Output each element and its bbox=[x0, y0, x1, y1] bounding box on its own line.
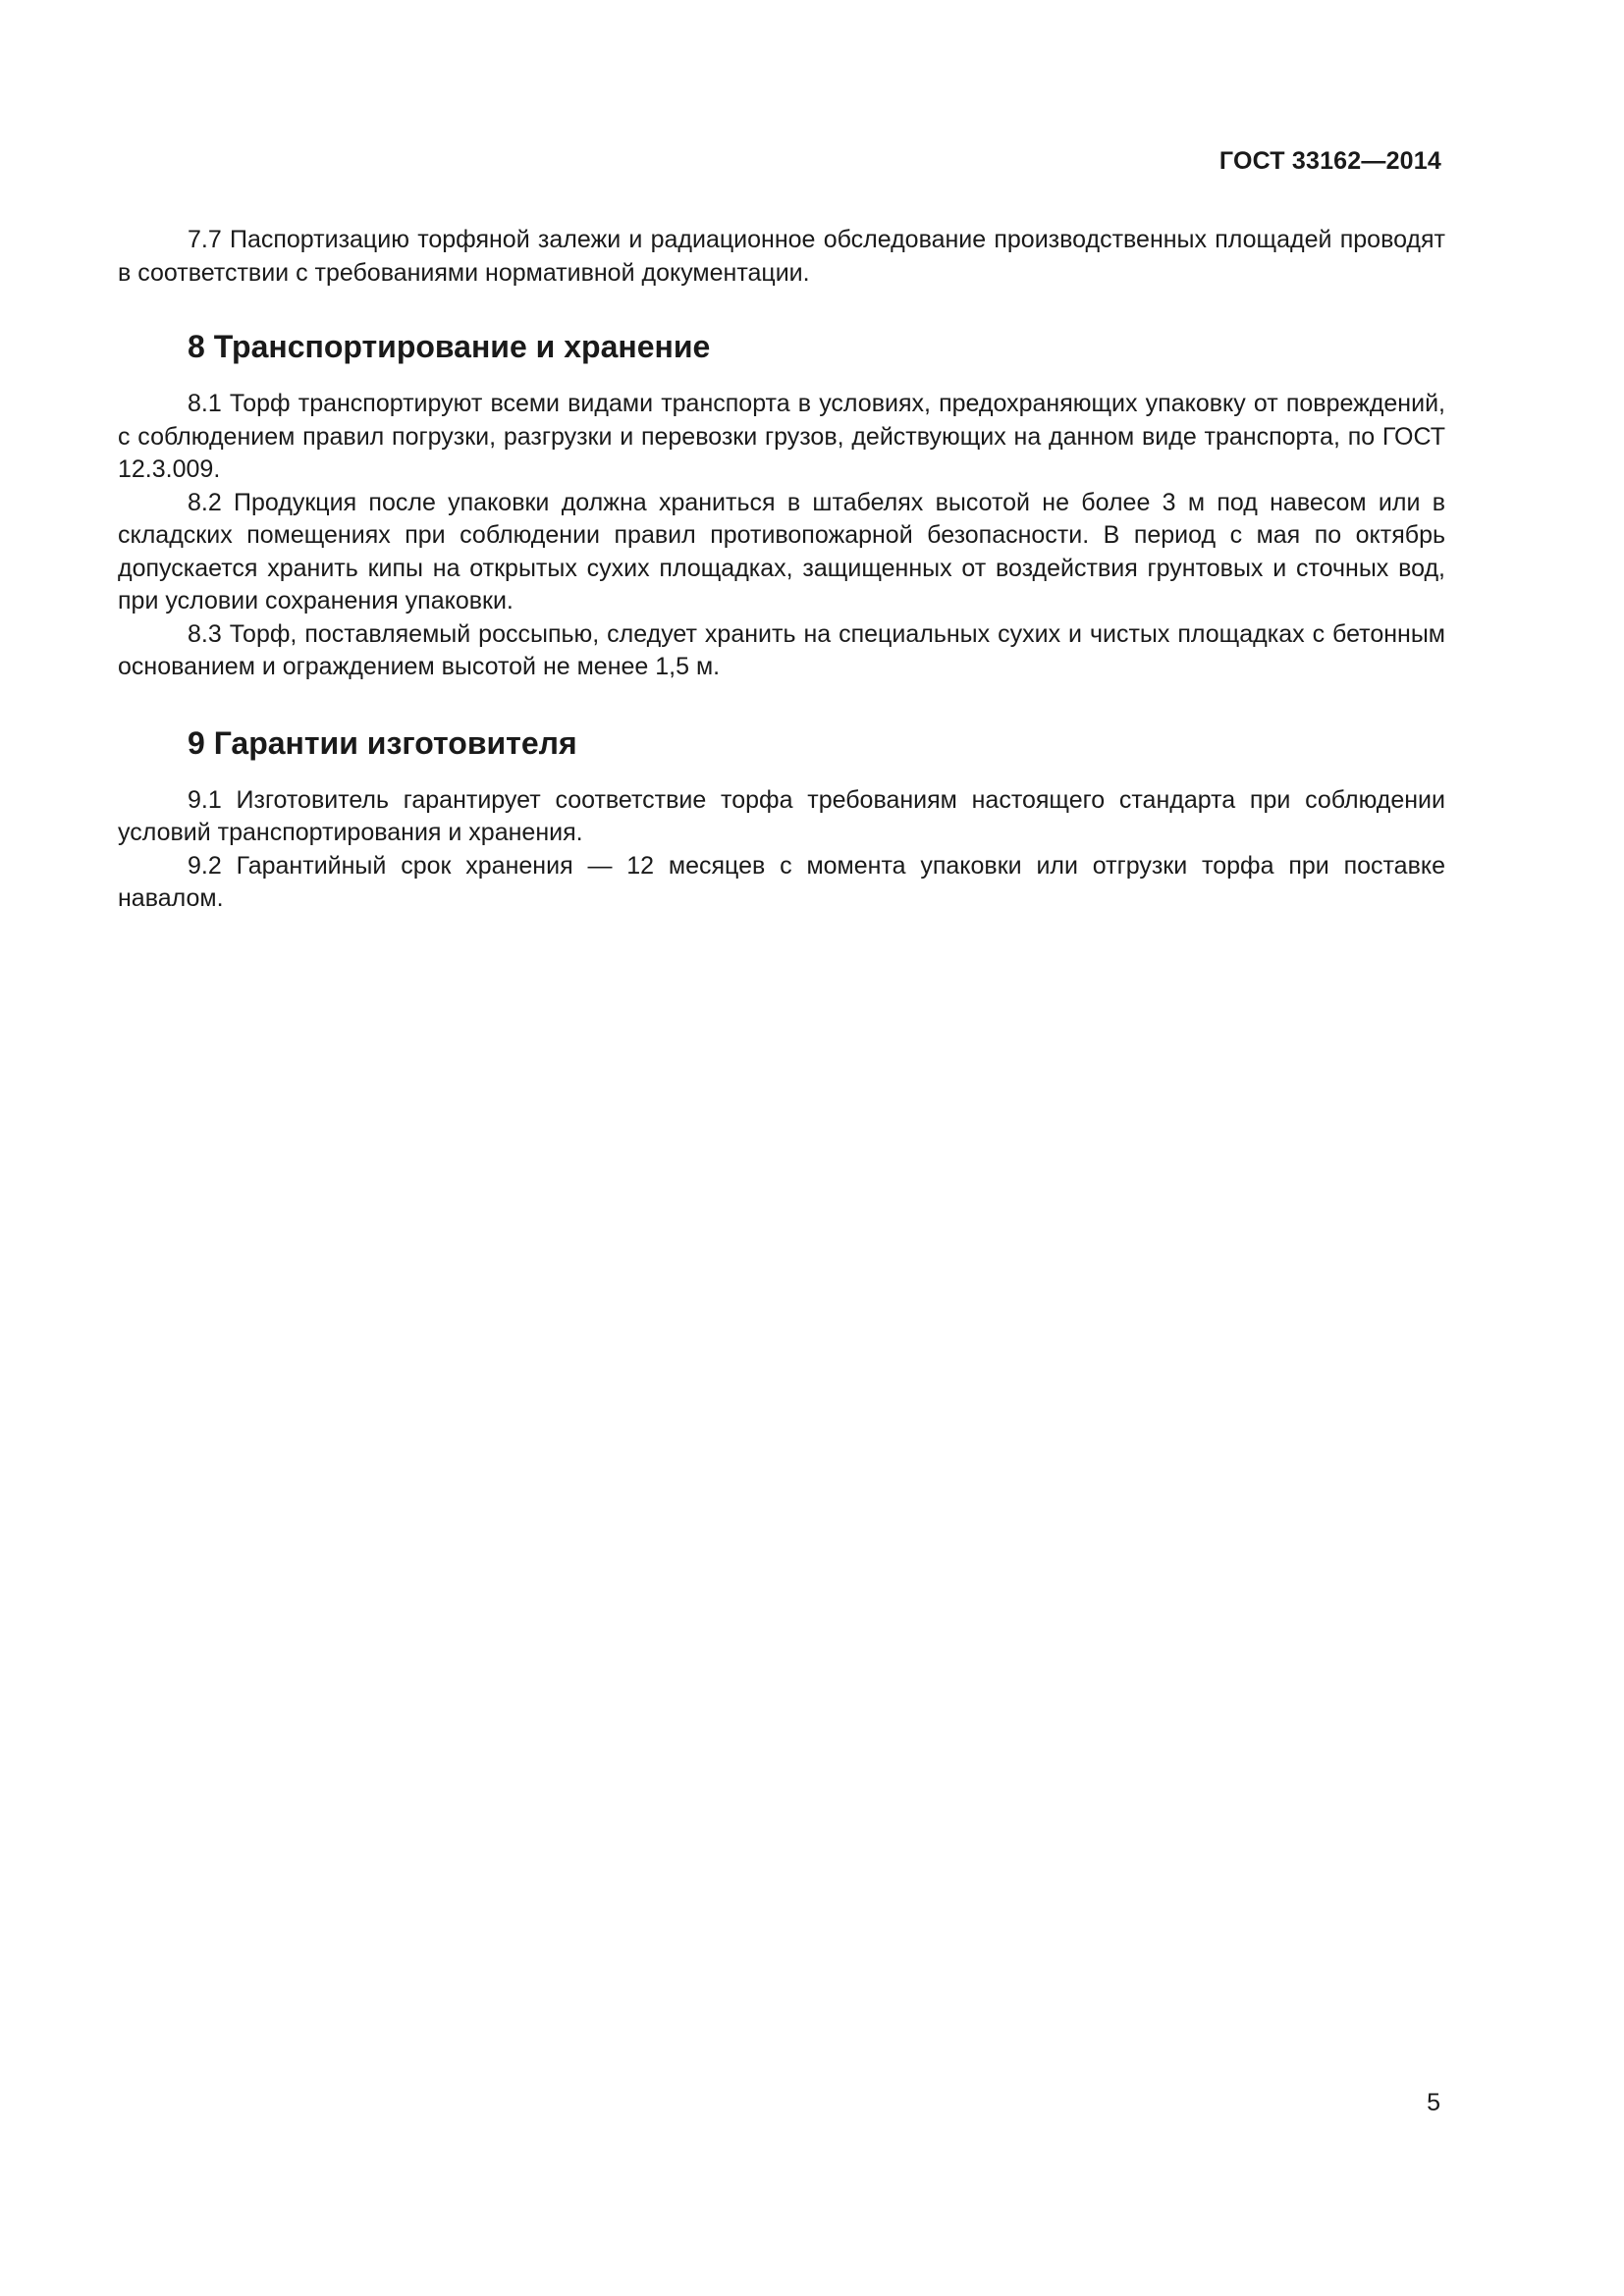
paragraph-9-2: 9.2 Гарантийный срок хранения — 12 месяцев с момента упаковки или отгрузки торфа при поставке навалом. bbox=[118, 851, 1445, 912]
paragraph-9-1: 9.1 Изготовитель гарантирует соответствие торфа требованиям настоящего стандарта при соблюдении условий транспортирования и хранения. bbox=[118, 785, 1445, 846]
section-8-heading: 8 Транспортирование и хранение bbox=[188, 329, 711, 364]
paragraph-8-1: 8.1 Торф транспортируют всеми видами транспорта в условиях, предохраняющих упаковку от повреждений, с соблюдением правил погрузки, разгрузки и перевозки грузов, действующих на данном виде транспорта, по ГОСТ 12.3.009. bbox=[118, 390, 1445, 483]
page-number: 5 bbox=[1427, 2089, 1440, 2116]
section-9-heading: 9 Гарантии изготовителя bbox=[188, 724, 577, 761]
document-code: ГОСТ 33162—2014 bbox=[1218, 147, 1441, 175]
document-body bbox=[118, 224, 1445, 916]
paragraph-7-7: 7.7 Паспортизацию торфяной залежи и радиационное обследование производственных площадей проводят в соответствии с требованиями нормативной документации. bbox=[118, 226, 1445, 287]
paragraph-8-2: 8.2 Продукция после упаковки должна храниться в штабелях высотой не более 3 м под навесом или в складских помещениях при соблюдении правил противопожарной безопасности. В период с мая по октябрь допускается хранить кипы на открытых сухих площадках, защищенных от воздействия грунтовых и сточных вод, при условии сохранения упаковки. bbox=[118, 488, 1445, 614]
paragraph-8-3: 8.3 Торф, поставляемый россыпью, следует хранить на специальных сухих и чистых площадках с бетонным основанием и ограждением высотой не менее 1,5 м. bbox=[118, 619, 1445, 680]
